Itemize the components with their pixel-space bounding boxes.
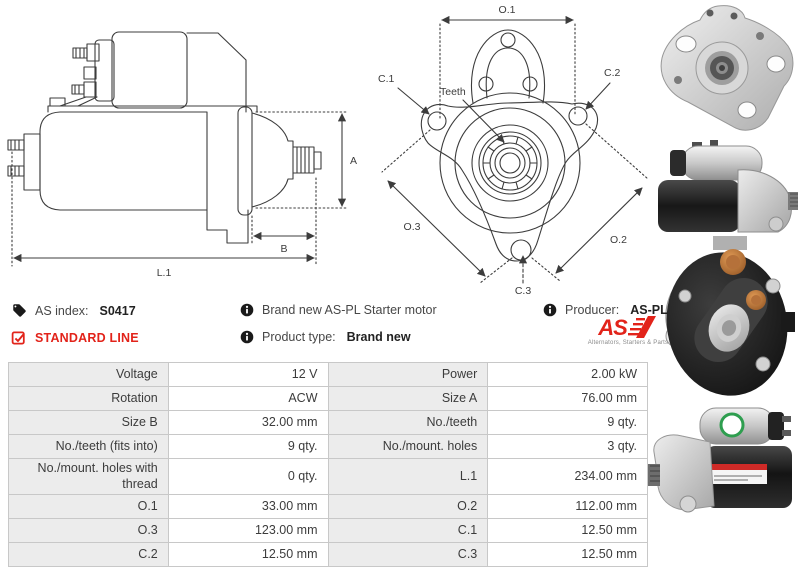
spec-label-cell: No./mount. holes with thread xyxy=(9,459,169,495)
standard-line-label: STANDARD LINE xyxy=(35,331,139,345)
table-row xyxy=(9,519,648,543)
spec-label-cell: Power xyxy=(328,363,488,387)
flange-outline xyxy=(421,102,597,261)
spec-value-cell: 76.00 mm xyxy=(488,387,648,411)
spec-value-cell: 33.00 mm xyxy=(168,495,328,519)
info-icon xyxy=(543,303,557,317)
as-pl-logo xyxy=(578,316,678,346)
spec-label-cell: O.1 xyxy=(9,495,169,519)
info-icon xyxy=(240,330,254,344)
dim-label-c3: C.3 xyxy=(514,285,532,296)
hole-c3 xyxy=(511,240,531,260)
producer-value: AS-PL xyxy=(630,303,668,317)
spec-label-cell: C.2 xyxy=(9,543,169,567)
spec-value-cell: 12.50 mm xyxy=(488,519,648,543)
table-row xyxy=(9,411,648,435)
spec-label-cell: Rotation xyxy=(9,387,169,411)
logo-stripes-icon xyxy=(628,316,658,338)
hole-c2 xyxy=(569,107,587,125)
dim-label-o2: O.2 xyxy=(610,234,627,246)
as-index-value: S0417 xyxy=(99,303,136,318)
spec-label-cell: L.1 xyxy=(328,459,488,495)
spec-table xyxy=(8,362,648,567)
tag-icon xyxy=(12,303,27,318)
table-row xyxy=(9,387,648,411)
dim-label-b: B xyxy=(280,243,288,255)
standard-line-item xyxy=(11,330,139,346)
starter-front-view-drawing xyxy=(360,0,650,296)
dim-label-c2: C.2 xyxy=(604,67,621,79)
spec-value-cell: 2.00 kW xyxy=(488,363,648,387)
teeth-label: Teeth xyxy=(440,86,466,98)
as-index-label: AS index: xyxy=(35,303,89,318)
dim-label-c1: C.1 xyxy=(378,73,395,85)
table-row xyxy=(9,435,648,459)
spec-value-cell: 12.50 mm xyxy=(488,543,648,567)
brand-new-item xyxy=(240,303,437,317)
spec-label-cell: No./teeth (fits into) xyxy=(9,435,169,459)
spec-label-cell: O.2 xyxy=(328,495,488,519)
product-photo-flange-front xyxy=(648,2,800,140)
product-type-value: Brand new xyxy=(346,330,411,344)
yoke-inner xyxy=(486,48,530,98)
spec-label-cell: Voltage xyxy=(9,363,169,387)
spec-label-cell: No./mount. holes xyxy=(328,435,488,459)
spec-label-cell: C.3 xyxy=(328,543,488,567)
motor-body-outline xyxy=(40,112,207,210)
spec-value-cell: 112.00 mm xyxy=(488,495,648,519)
product-photo-starter-side xyxy=(648,402,800,527)
spec-value-cell: 12.50 mm xyxy=(168,543,328,567)
spec-value-cell: 123.00 mm xyxy=(168,519,328,543)
mount-plate-line xyxy=(48,106,257,112)
spec-label-cell: Size B xyxy=(9,411,169,435)
dim-label-a: A xyxy=(350,155,358,167)
spec-label-cell: No./teeth xyxy=(328,411,488,435)
spec-value-cell: 12 V xyxy=(168,363,328,387)
product-type-label: Product type: xyxy=(262,330,336,344)
spec-value-cell: 9 qty. xyxy=(168,435,328,459)
spec-value-cell: ACW xyxy=(168,387,328,411)
checkbox-checked-icon xyxy=(11,330,27,346)
logo-tagline: Alternators, Starters & Parts xyxy=(587,340,669,346)
spec-value-cell: 32.00 mm xyxy=(168,411,328,435)
spec-label-cell: C.1 xyxy=(328,519,488,543)
table-row xyxy=(9,543,648,567)
hole-c1 xyxy=(428,112,446,130)
spec-value-cell: 9 qty. xyxy=(488,411,648,435)
producer-label: Producer: xyxy=(565,303,620,317)
dim-label-l1: L.1 xyxy=(156,267,172,279)
green-badge xyxy=(721,414,743,436)
spec-label-cell: O.3 xyxy=(9,519,169,543)
table-row xyxy=(9,363,648,387)
dim-label-o3: O.3 xyxy=(403,221,421,233)
starter-side-view-drawing xyxy=(0,0,360,296)
pinion-gear xyxy=(293,147,314,173)
logo-text: AS xyxy=(598,315,627,340)
spec-value-cell: 0 qty. xyxy=(168,459,328,495)
spec-label-cell: Size A xyxy=(328,387,488,411)
solenoid-outline xyxy=(112,32,187,108)
product-type-item xyxy=(240,330,411,344)
info-icon xyxy=(240,303,254,317)
brand-new-text: Brand new AS-PL Starter motor xyxy=(262,303,437,317)
table-row xyxy=(9,495,648,519)
spec-value-cell: 234.00 mm xyxy=(488,459,648,495)
table-row xyxy=(9,459,648,495)
dim-label-o1: O.1 xyxy=(498,4,516,16)
yoke-outer xyxy=(471,30,544,103)
as-index-item xyxy=(12,303,136,318)
product-photo-starter-angled xyxy=(652,140,800,238)
spec-value-cell: 3 qty. xyxy=(488,435,648,459)
